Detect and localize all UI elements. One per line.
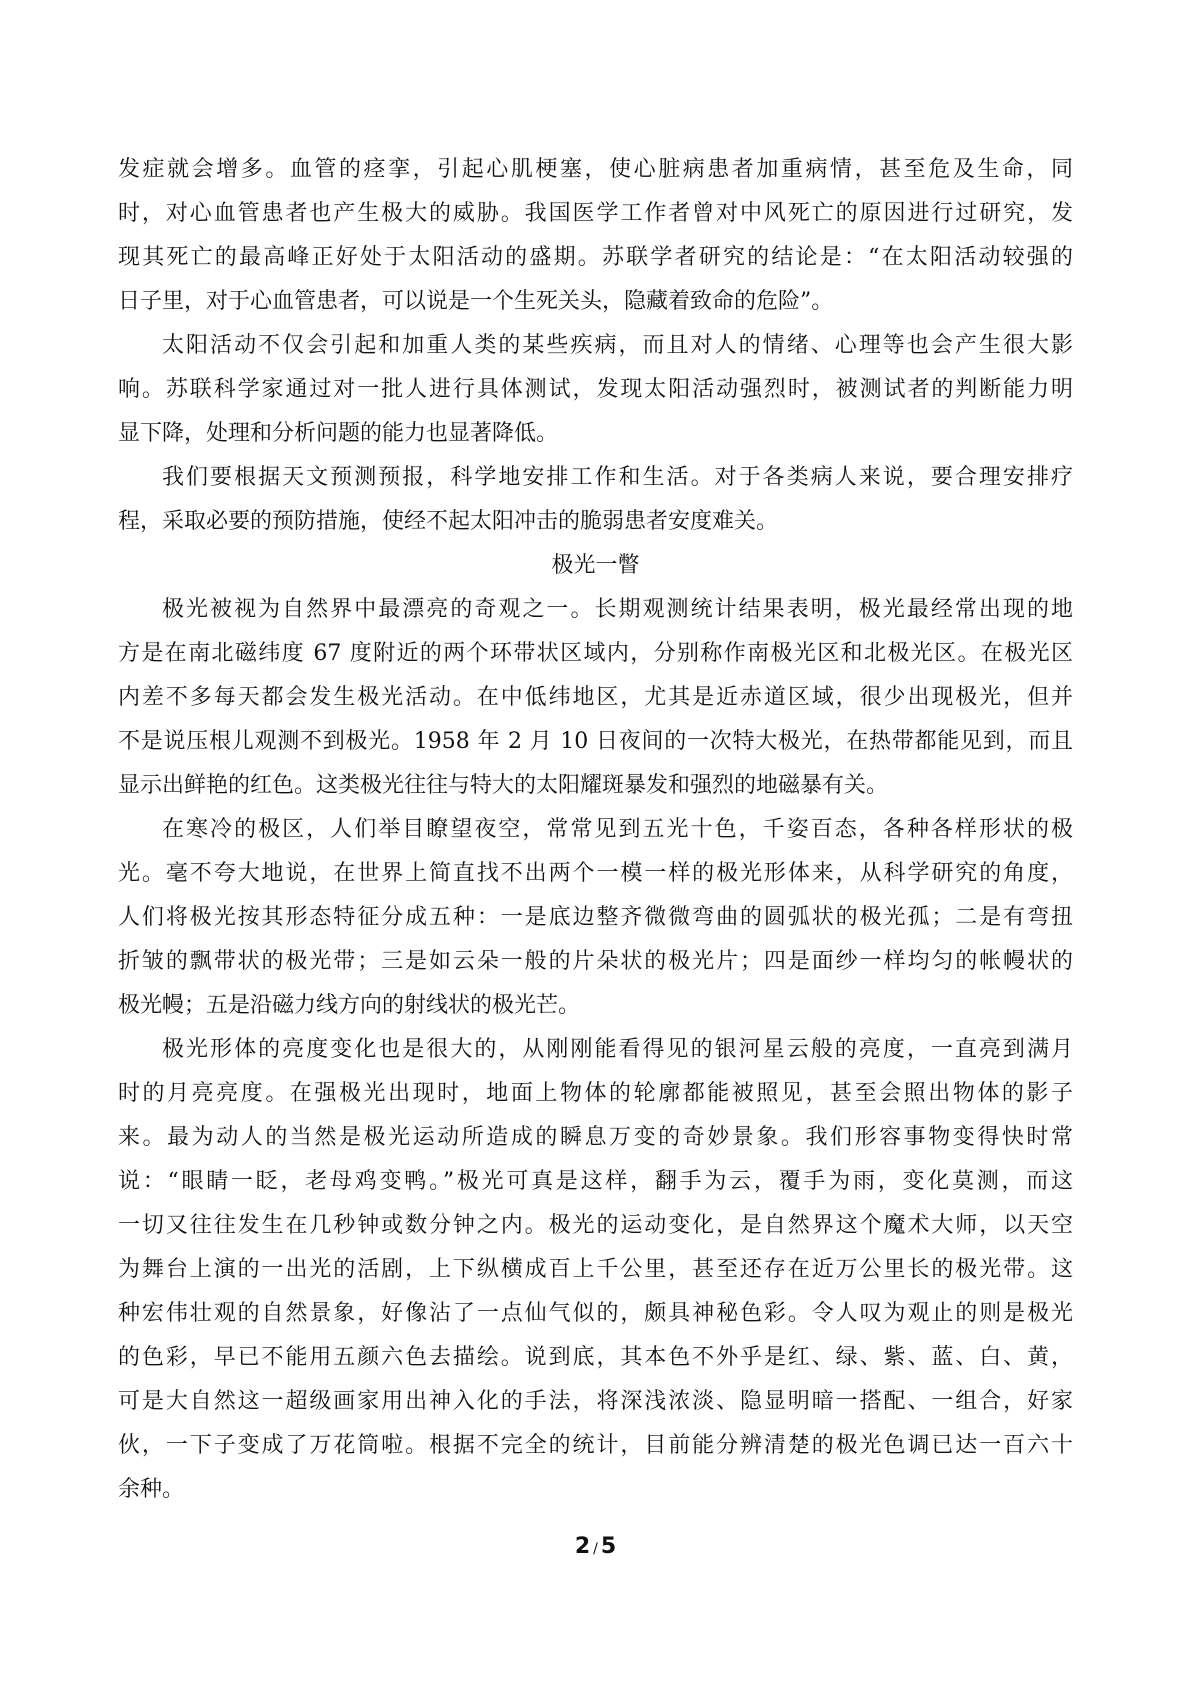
- text-line: 我们要根据天文预测预报，科学地安排工作和生活。对于各类病人来说，要合理安排疗: [162, 465, 1073, 490]
- text-line: 不是说压根儿观测不到极光。1958 年 2 月 10 日夜间的一次特大极光，在热带都能见到，而且: [118, 729, 1073, 754]
- text-line: 在寒冷的极区，人们举目瞭望夜空，常常见到五光十色，千姿百态，各种各样形状的极: [162, 817, 1073, 842]
- text-line: 种宏伟壮观的自然景象，好像沾了一点仙气似的，颇具神秘色彩。令人叹为观止的则是极光: [118, 1301, 1073, 1326]
- text-line: 时，对心血管患者也产生极大的威胁。我国医学工作者曾对中风死亡的原因进行过研究，发: [118, 201, 1073, 226]
- text-line: 光。毫不夸大地说，在世界上简直找不出两个一模一样的极光形体来，从科学研究的角度，: [118, 861, 1073, 886]
- text-line: 余种。: [118, 1477, 185, 1502]
- text-line: 太阳活动不仅会引起和加重人类的某些疾病，而且对人的情绪、心理等也会产生很大影: [162, 333, 1073, 358]
- text-line: 人们将极光按其形态特征分成五种：一是底边整齐微微弯曲的圆弧状的极光孤；二是有弯扭: [118, 905, 1073, 930]
- text-line: 方是在南北磁纬度 67 度附近的两个环带状区域内，分别称作南极光区和北极光区。在极光区: [118, 641, 1073, 666]
- page-number: [0, 1534, 1191, 1559]
- text-line: 显下降，处理和分析问题的能力也显著降低。: [118, 421, 559, 446]
- text-line: 极光形体的亮度变化也是很大的，从刚刚能看得见的银河星云般的亮度，一直亮到满月: [162, 1037, 1073, 1062]
- text-line: 响。苏联科学家通过对一批人进行具体测试，发现太阳活动强烈时，被测试者的判断能力明: [118, 377, 1073, 402]
- text-line: 现其死亡的最高峰正好处于太阳活动的盛期。苏联学者研究的结论是：“在太阳活动较强的: [118, 245, 1073, 270]
- text-line: 内差不多每天都会发生极光活动。在中低纬地区，尤其是近赤道区域，很少出现极光，但并: [118, 685, 1073, 710]
- text-line: 极光幔；五是沿磁力线方向的射线状的极光芒。: [118, 993, 581, 1018]
- text-line: 一切又往往发生在几秒钟或数分钟之内。极光的运动变化，是自然界这个魔术大师，以天空: [118, 1213, 1073, 1238]
- text-line: 时的月亮亮度。在强极光出现时，地面上物体的轮廓都能被照见，甚至会照出物体的影子: [118, 1081, 1073, 1106]
- text-line: 发症就会增多。血管的痉挛，引起心肌梗塞，使心脏病患者加重病情，甚至危及生命，同: [118, 157, 1073, 182]
- page-current: 2: [574, 1534, 591, 1559]
- text-line: 为舞台上演的一出光的活剧，上下纵横成百上千公里，甚至还存在近万公里长的极光带。这: [118, 1257, 1073, 1282]
- text-line: 极光被视为自然界中最漂亮的奇观之一。长期观测统计结果表明，极光最经常出现的地: [162, 597, 1073, 622]
- section-title: 极光一瞥: [551, 553, 640, 578]
- text-line: 说：“眼睛一眨，老母鸡变鸭。”极光可真是这样，翻手为云，覆手为雨，变化莫测，而这: [118, 1169, 1073, 1194]
- document-body: [118, 148, 1073, 1512]
- text-line: 可是大自然这一超级画家用出神入化的手法，将深浅浓淡、隐显明暗一搭配、一组合，好家: [118, 1389, 1073, 1414]
- page-separator: /: [593, 1541, 598, 1557]
- page-total: 5: [600, 1534, 617, 1559]
- text-line: 的色彩，早已不能用五颜六色去描绘。说到底，其本色不外乎是红、绿、紫、蓝、白、黄，: [118, 1345, 1073, 1370]
- text-line: 显示出鲜艳的红色。这类极光往往与特大的太阳耀斑暴发和强烈的地磁暴有关。: [118, 773, 889, 798]
- text-line: 程，采取必要的预防措施，使经不起太阳冲击的脆弱患者安度难关。: [118, 509, 779, 534]
- text-line: 折皱的飘带状的极光带；三是如云朵一般的片朵状的极光片；四是面纱一样均匀的帐幔状的: [118, 949, 1073, 974]
- text-line: 来。最为动人的当然是极光运动所造成的瞬息万变的奇妙景象。我们形容事物变得快时常: [118, 1125, 1073, 1150]
- text-line: 伙，一下子变成了万花筒啦。根据不完全的统计，目前能分辨清楚的极光色调已达一百六十: [118, 1433, 1073, 1458]
- text-line: 日子里，对于心血管患者，可以说是一个生死关头，隐藏着致命的危险”。: [118, 289, 834, 314]
